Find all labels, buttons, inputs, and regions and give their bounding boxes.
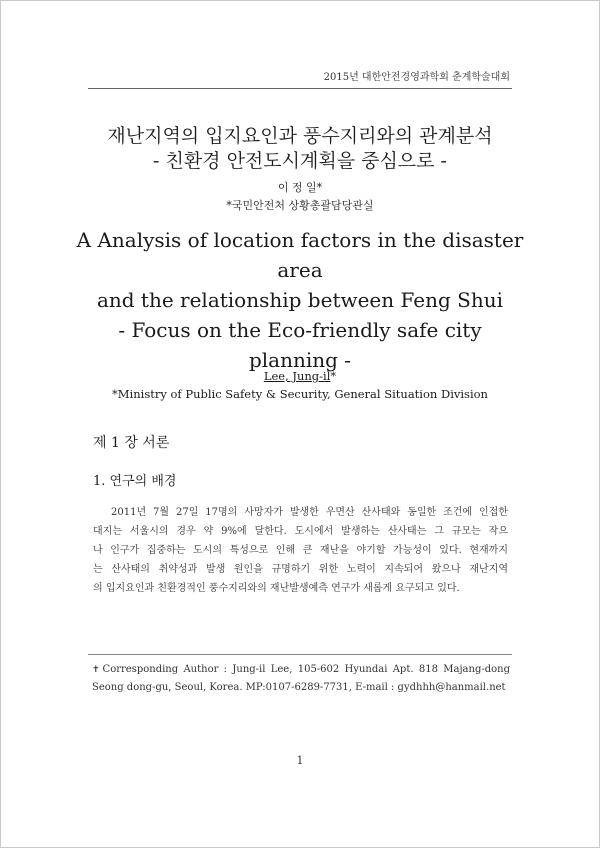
footnote bbox=[92, 661, 510, 697]
english-title-line-4: - Focus on the Eco-friendly safe city bbox=[118, 318, 482, 342]
background-paragraph bbox=[93, 503, 508, 598]
dagger-mark: ✝ bbox=[92, 665, 100, 675]
korean-author: 이 정 일* bbox=[277, 181, 323, 194]
running-header: 2015년 대한안전경영과학회 춘계학술대회 bbox=[323, 72, 510, 83]
paragraph-line-4: 는 산사태의 취약성과 발생 원인을 규명하기 위한 노력이 지속되어 왔으나 재난지역 bbox=[93, 564, 508, 575]
header-rule bbox=[88, 88, 512, 89]
korean-title bbox=[0, 124, 600, 174]
page-number: 1 bbox=[296, 754, 304, 767]
english-title-line-2: area bbox=[277, 258, 323, 282]
paragraph-line-2: 대지는 서울시의 경우 약 9%에 달한다. 도시에서 발생하는 산사태는 그 규모는 작으 bbox=[93, 526, 508, 537]
chapter-heading: 제 1 장 서론 bbox=[93, 435, 170, 451]
korean-title-line-2: - 친환경 안전도시계획을 중심으로 - bbox=[153, 150, 447, 172]
footnote-line-1 bbox=[92, 661, 510, 679]
english-title-line-1: A Analysis of location factors in the disaster bbox=[76, 228, 524, 252]
english-author-name: Lee, Jung-il bbox=[263, 369, 331, 383]
korean-title-line-1: 재난지역의 입지요인과 풍수지리와의 관계분석 bbox=[107, 125, 493, 147]
section-heading: 1. 연구의 배경 bbox=[93, 474, 177, 489]
paragraph-line-3: 나 인구가 집중하는 도시의 특성으로 인해 큰 재난을 야기할 가능성이 있다. 현재까지 bbox=[93, 545, 508, 556]
footnote-line-2: Seong dong-gu, Seoul, Korea. MP:0107-6289-7731, E-mail : gydhhh@hanmail.net bbox=[92, 682, 506, 693]
english-title-line-5: planning - bbox=[248, 348, 352, 372]
english-title bbox=[70, 225, 530, 375]
footnote-line-1-text: Corresponding Author : Jung-il Lee, 105-602 Hyundai Apt. 818 Majang-dong bbox=[102, 664, 510, 675]
paragraph-line-5: 의 입지요인과 친환경적인 풍수지리와의 재난발생예측 연구가 새롭게 요구되고 있다. bbox=[93, 583, 460, 594]
korean-affiliation: *국민안전처 상황총괄담당관실 bbox=[226, 199, 374, 212]
paragraph-line-1: 2011년 7월 27일 17명의 사망자가 발생한 우면산 산사태와 동일한 조건에 인접한 bbox=[111, 507, 508, 518]
footnote-rule bbox=[88, 654, 512, 655]
english-affiliation: *Ministry of Public Safety & Security, General Situation Division bbox=[112, 387, 488, 401]
english-author-mark: * bbox=[330, 369, 337, 383]
english-author bbox=[0, 369, 600, 383]
english-title-line-3: and the relationship between Feng Shui bbox=[96, 288, 504, 312]
